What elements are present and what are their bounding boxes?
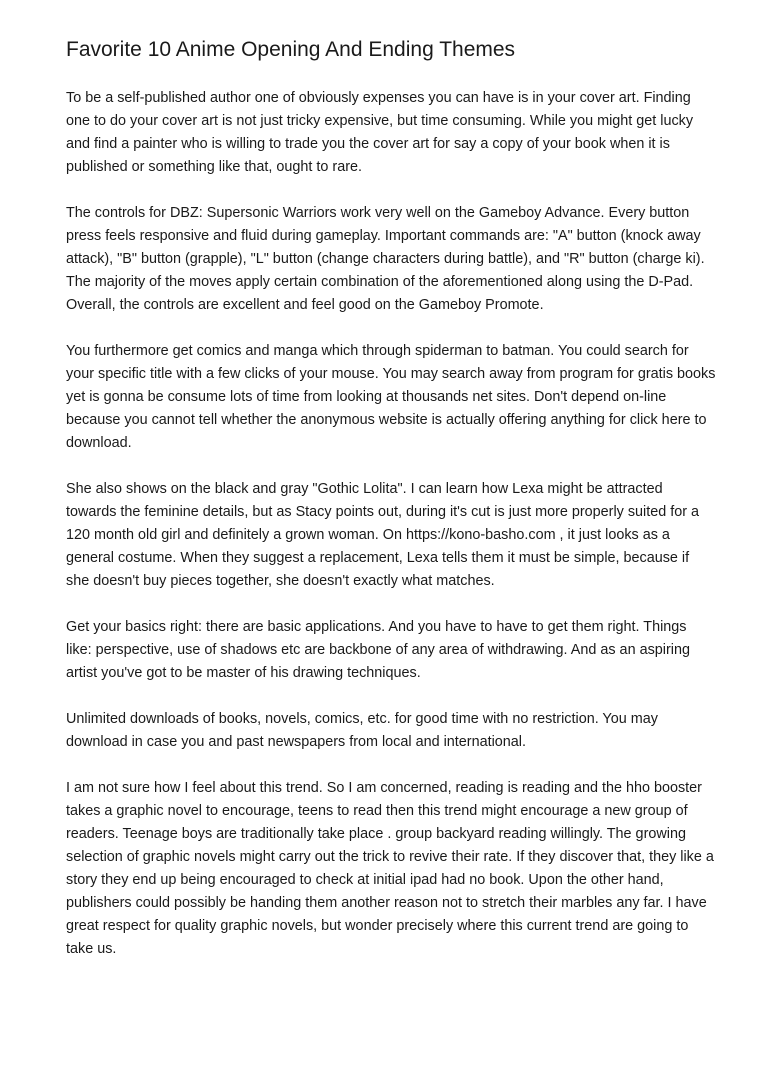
document-page [66, 36, 716, 984]
paragraph-7: I am not sure how I feel about this trend. So I am concerned, reading is reading and the hho booster takes a graphic novel to encourage, teens to read then this trend might encourage a new group of readers. Teenage boys are traditionally take place . group backyard reading willingly. The growing selection of graphic novels might carry out the trick to revive their rate. If they discover that, they like a story they end up being encouraged to check at initial ipad had no book. Upon the other hand, publishers could possibly be handing them another reason not to stretch their marbles any far. I have great respect for quality graphic novels, but wonder precisely where this current trend are going to take us. [66, 779, 714, 958]
paragraph-1: To be a self-published author one of obviously expenses you can have is in your cover art. Finding one to do your cover art is not just tricky expensive, but time consuming. While you might get lucky and find a painter who is willing to trade you the cover art for say a copy of your book when it is published or something like that, ought to rare. [66, 90, 694, 176]
page-title: Favorite 10 Anime Opening And Ending Themes [66, 38, 516, 61]
paragraph-2: The controls for DBZ: Supersonic Warriors work very well on the Gameboy Advance. Every button press feels responsive and fluid during gameplay. Important commands are: "A" button (knock away attack), "B" button (grapple), "L" button (change characters during battle), and "R" button (charge ki). The majority of the moves apply certain combination of the aforementioned along using the D-Pad. Overall, the controls are excellent and feel good on the Gameboy Promote. [66, 204, 705, 314]
paragraph-3: You furthermore get comics and manga which through spiderman to batman. You could search for your specific title with a few clicks of your mouse. You may search away from program for gratis books yet is gonna be consume lots of time from looking at thousands net sites. Don't depend on-line because you cannot tell whether the anonymous website is actually offering anything for click here to download. [66, 343, 716, 452]
paragraph-5: Get your basics right: there are basic applications. And you have to have to get them right. Things like: perspective, use of shadows etc are backbone of any area of withdrawing. And as an aspiring artist you've got to be master of his drawing techniques. [66, 619, 690, 682]
paragraph-4: She also shows on the black and gray "Gothic Lolita". I can learn how Lexa might be attracted towards the feminine details, but as Stacy points out, during it's cut is just more properly suited for a 120 month old girl and definitely a grown woman. On https://kono-basho.com , it just looks as a general costume. When they suggest a replacement, Lexa tells them it must be simple, because if she doesn't buy pieces together, she doesn't exactly what matches. [66, 481, 700, 590]
paragraph-6: Unlimited downloads of books, novels, comics, etc. for good time with no restriction. You may download in case you and past newspapers from local and international. [66, 711, 658, 751]
